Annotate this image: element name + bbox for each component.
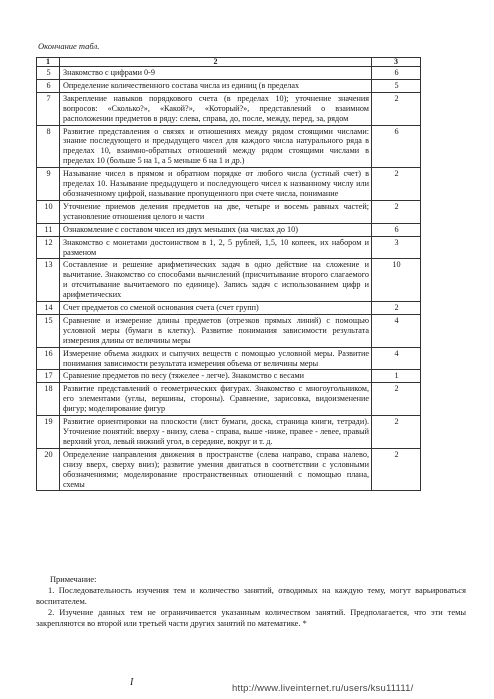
column-header-number: 1	[37, 58, 60, 67]
table-row	[37, 236, 421, 259]
note-item: 2. Изучение данных тем не ограничивается указанным количеством занятий. Предполагается, что эти темы закрепляются во второй или третьей части других занятий по математике. *	[36, 608, 466, 628]
row-number: 12	[37, 236, 60, 259]
row-number: 19	[37, 416, 60, 449]
row-number: 11	[37, 223, 60, 236]
row-topic: Знакомство с цифрами 0-9	[60, 67, 372, 80]
table-row	[37, 168, 421, 201]
row-lessons: 4	[372, 314, 421, 347]
table-row	[37, 314, 421, 347]
row-number: 13	[37, 259, 60, 302]
row-lessons: 6	[372, 223, 421, 236]
table-row	[37, 347, 421, 370]
row-lessons: 6	[372, 125, 421, 168]
row-topic: Счет предметов со сменой основания счета (счет групп)	[60, 302, 372, 315]
row-lessons: 2	[372, 200, 421, 223]
row-number: 18	[37, 383, 60, 416]
table-row	[37, 259, 421, 302]
table-body	[37, 67, 421, 491]
row-topic: Развитие ориентировки на плоскости (лист бумаги, доска, страница книги, тетради). Уточнение понятий: вверху - внизу, слева - справа, выше -ниже, правее - левее, правый верхний угол, левый нижний угол, в середине, вокруг и т. д.	[60, 416, 372, 449]
row-lessons: 2	[372, 448, 421, 491]
watermark-url[interactable]: http://www.liveinternet.ru/users/ksu11111/	[232, 683, 414, 694]
row-number: 16	[37, 347, 60, 370]
topics-table	[36, 57, 421, 491]
row-lessons: 2	[372, 302, 421, 315]
row-lessons: 4	[372, 347, 421, 370]
table-row	[37, 92, 421, 125]
row-topic: Сравнение предметов по весу (тяжелее - легче). Знакомство с весами	[60, 370, 372, 383]
row-number: 14	[37, 302, 60, 315]
table-header-row	[37, 58, 421, 67]
row-topic: Знакомство с монетами достоинством в 1, 2, 5 рублей, 1,5, 10 копеек, их набором и разменом	[60, 236, 372, 259]
row-number: 7	[37, 92, 60, 125]
column-header-topic: 2	[60, 58, 372, 67]
row-topic: Развитие представлений о геометрических фигурах. Знакомство с многоугольником, его элементами (углы, вершины, стороны). Сравнение, зарисовка, видоизменение фигур; моделирование фигур	[60, 383, 372, 416]
row-lessons: 3	[372, 236, 421, 259]
row-number: 10	[37, 200, 60, 223]
row-lessons: 2	[372, 92, 421, 125]
notes-section	[36, 574, 466, 629]
row-topic: Определение количественного состава числа из единиц (в пределах	[60, 79, 372, 92]
column-header-lessons: 3	[372, 58, 421, 67]
row-topic: Называние чисел в прямом и обратном порядке от любого числа (устный счет) в пределах 10. Называние предыдущего и последующего чисел к названному числу или обозначенному цифрой, называние пропущенного при счете числа, понимание	[60, 168, 372, 201]
row-number: 15	[37, 314, 60, 347]
table-row	[37, 200, 421, 223]
table-caption: Окончание табл.	[38, 41, 100, 51]
row-lessons: 2	[372, 168, 421, 201]
note-item: 1. Последовательность изучения тем и количество занятий, отводимых на каждую тему, могут варьироваться воспитателем.	[36, 586, 466, 606]
notes-heading: Примечание:	[50, 575, 97, 584]
table-row	[37, 383, 421, 416]
row-lessons: 1	[372, 370, 421, 383]
table-row	[37, 448, 421, 491]
row-topic: Ознакомление с составом чисел из двух меньших (на числах до 10)	[60, 223, 372, 236]
row-lessons: 2	[372, 383, 421, 416]
row-number: 5	[37, 67, 60, 80]
row-topic: Закрепление навыков порядкового счета (в пределах 10); уточнение значения вопросов: «Сколько?», «Какой?», «Который?», представлений о взаимном расположении предметов в ряду: слева, справа, до, после, между, перед, за, рядом	[60, 92, 372, 125]
row-lessons: 10	[372, 259, 421, 302]
table-row	[37, 302, 421, 315]
row-number: 17	[37, 370, 60, 383]
row-topic: Развитие представления о связях и отношениях между рядом стоящими числами: знание последующего и предыдущего чисел для каждого числа натурального ряда в пределах 10, взаимно-обратных отношений между рядом стоящими числами в пределах 10 (больше 5 на 1, а 5 меньше 6 на 1 и др.)	[60, 125, 372, 168]
row-topic: Определение направления движения в пространстве (слева направо, справа налево, снизу вверх, сверху вниз); развитие умения двигаться в соответствии с условными обозначениями; моделирование пространственных отношений с помощью плана, схемы	[60, 448, 372, 491]
table-row	[37, 67, 421, 80]
page-number: I	[130, 677, 134, 688]
table-row	[37, 370, 421, 383]
row-lessons: 5	[372, 79, 421, 92]
row-topic: Составление и решение арифметических задач в одно действие на сложение и вычитание. Знакомство со способами вычислений (присчитывание второго слагаемого и отсчитывание вычитаемого по единице). Запись задач с использованием цифр и арифметических	[60, 259, 372, 302]
row-number: 20	[37, 448, 60, 491]
row-number: 8	[37, 125, 60, 168]
table-row	[37, 125, 421, 168]
row-topic: Сравнение и измерение длины предметов (отрезков прямых линий) с помощью условной меры (бумаги в клетку). Развитие понимания зависимости результата измерения длины от величины меры	[60, 314, 372, 347]
row-topic: Измерение объема жидких и сыпучих веществ с помощью условной меры. Развитие понимания зависимости результата измерения объема от величины меры	[60, 347, 372, 370]
row-lessons: 6	[372, 67, 421, 80]
row-number: 6	[37, 79, 60, 92]
row-number: 9	[37, 168, 60, 201]
table-row	[37, 79, 421, 92]
row-topic: Уточнение приемов деления предметов на две, четыре и восемь равных частей; установление отношения целого и части	[60, 200, 372, 223]
table-row	[37, 223, 421, 236]
row-lessons: 2	[372, 416, 421, 449]
table-row	[37, 416, 421, 449]
